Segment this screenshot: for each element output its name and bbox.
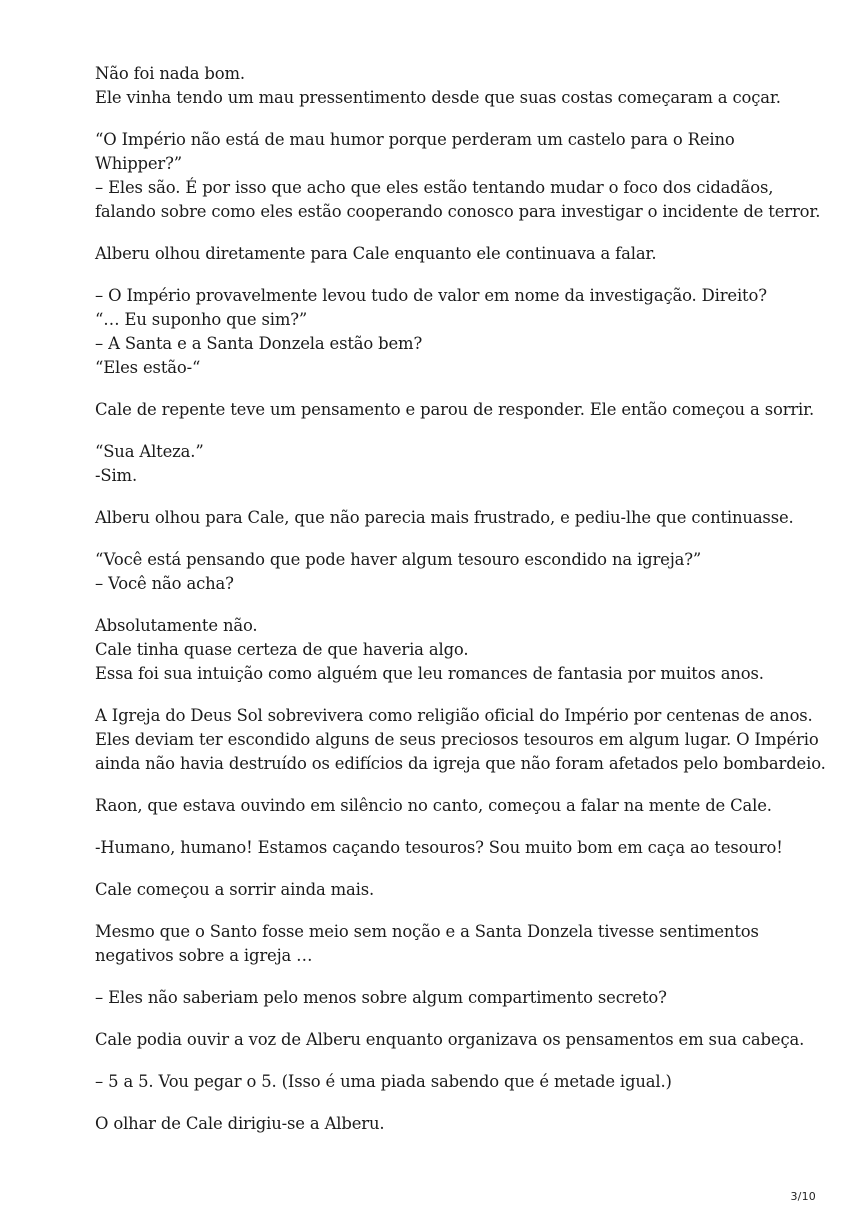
text-line: “O Império não está de mau humor porque perderam um castelo para o Reino (95, 130, 735, 149)
paragraph (95, 506, 795, 530)
text-line: Alberu olhou diretamente para Cale enquanto ele continuava a falar. (95, 244, 657, 263)
text-line: Não foi nada bom. (95, 64, 245, 83)
text-line: Eles deviam ter escondido alguns de seus preciosos tesouros em algum lugar. O Império (95, 730, 819, 749)
text-line: – Você não acha? (95, 574, 234, 593)
text-line: “Você está pensando que pode haver algum tesouro escondido na igreja?” (95, 550, 702, 569)
paragraph (95, 1070, 795, 1094)
text-line: -Sim. (95, 466, 138, 485)
text-line: A Igreja do Deus Sol sobrevivera como religião oficial do Império por centenas de anos. (95, 706, 813, 725)
paragraph (95, 836, 795, 860)
text-line: Cale podia ouvir a voz de Alberu enquanto organizava os pensamentos em sua cabeça. (95, 1030, 805, 1049)
paragraph (95, 920, 795, 968)
paragraph (95, 128, 821, 224)
paragraph (95, 986, 795, 1010)
text-line: ainda não havia destruído os edifícios da igreja que não foram afetados pelo bombardeio. (95, 754, 826, 773)
text-line: negativos sobre a igreja … (95, 946, 313, 965)
text-line: Cale tinha quase certeza de que haveria algo. (95, 640, 469, 659)
paragraph (95, 1028, 805, 1052)
paragraph (95, 548, 795, 596)
text-line: O olhar de Cale dirigiu-se a Alberu. (95, 1114, 385, 1133)
text-line: -Humano, humano! Estamos caçando tesouros? Sou muito bom em caça ao tesouro! (95, 838, 783, 857)
paragraph (95, 62, 795, 110)
text-line: – 5 a 5. Vou pegar o 5. (Isso é uma piada sabendo que é metade igual.) (95, 1072, 672, 1091)
text-line: – A Santa e a Santa Donzela estão bem? (95, 334, 423, 353)
paragraph (95, 614, 795, 686)
page-number: 3/10 (790, 1190, 816, 1203)
paragraph (95, 878, 795, 902)
paragraph (95, 1112, 795, 1136)
text-line: – Eles são. É por isso que acho que eles estão tentando mudar o foco dos cidadãos, (95, 178, 774, 197)
paragraph (95, 704, 826, 776)
text-line: “Sua Alteza.” (95, 442, 204, 461)
paragraph (95, 440, 795, 488)
text-line: Whipper?” (95, 154, 182, 173)
text-line: Absolutamente não. (95, 616, 258, 635)
text-line: Alberu olhou para Cale, que não parecia mais frustrado, e pediu-lhe que continuasse. (95, 508, 794, 527)
text-line: Mesmo que o Santo fosse meio sem noção e a Santa Donzela tivesse sentimentos (95, 922, 759, 941)
text-line: – Eles não saberiam pelo menos sobre algum compartimento secreto? (95, 988, 667, 1007)
text-line: “… Eu suponho que sim?” (95, 310, 308, 329)
text-line: Essa foi sua intuição como alguém que leu romances de fantasia por muitos anos. (95, 664, 764, 683)
paragraph (95, 794, 795, 818)
text-line: – O Império provavelmente levou tudo de valor em nome da investigação. Direito? (95, 286, 767, 305)
paragraph (95, 398, 815, 422)
paragraph (95, 242, 795, 266)
paragraph (95, 284, 795, 380)
text-line: Ele vinha tendo um mau pressentimento desde que suas costas começaram a coçar. (95, 88, 781, 107)
text-line: falando sobre como eles estão cooperando conosco para investigar o incidente de terror. (95, 202, 821, 221)
text-line: Cale de repente teve um pensamento e parou de responder. Ele então começou a sorrir. (95, 400, 815, 419)
document-body (95, 62, 826, 1154)
text-line: Raon, que estava ouvindo em silêncio no canto, começou a falar na mente de Cale. (95, 796, 772, 815)
text-line: Cale começou a sorrir ainda mais. (95, 880, 375, 899)
text-line: “Eles estão-“ (95, 358, 201, 377)
